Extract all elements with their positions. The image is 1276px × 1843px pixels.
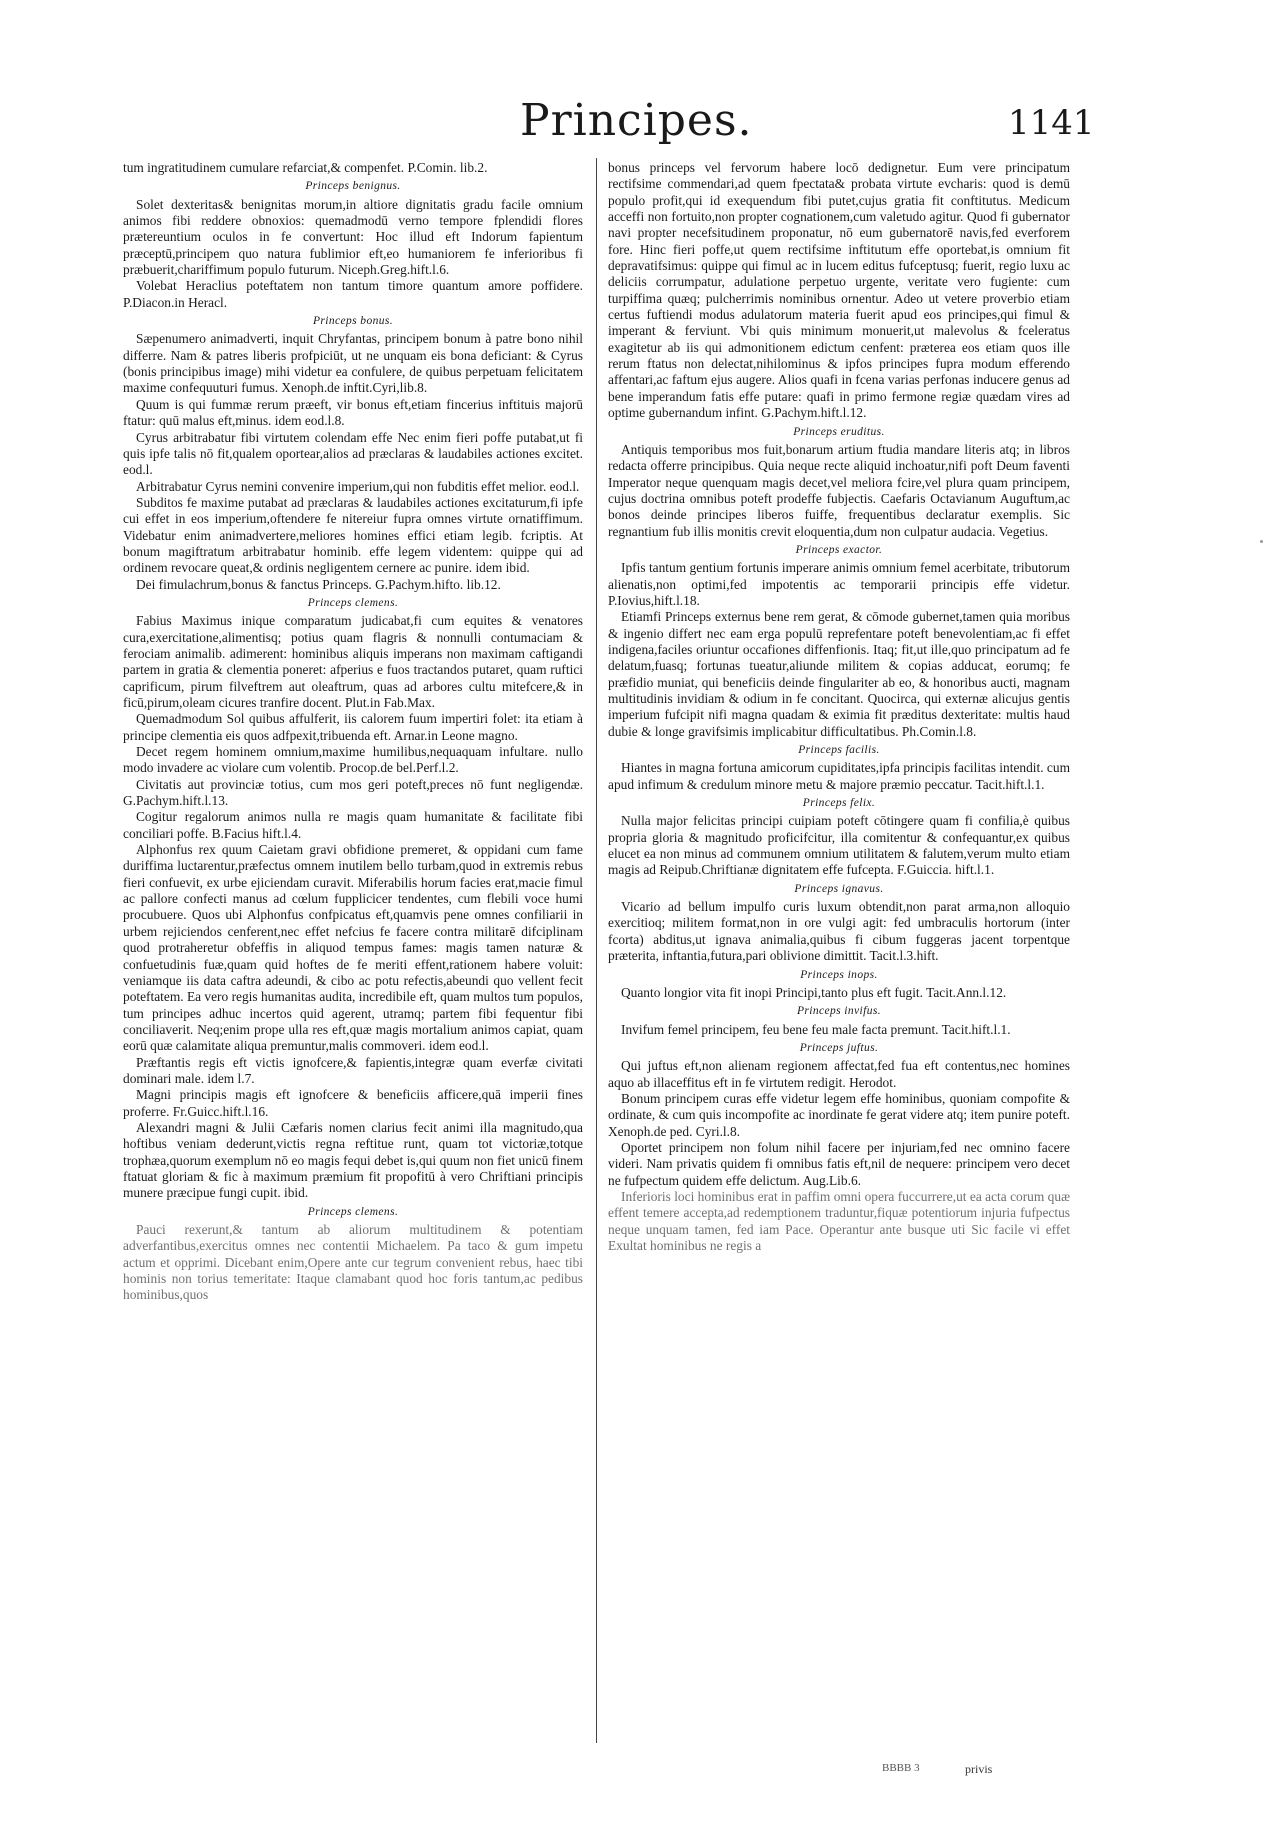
page-number: 1141 [1008,103,1095,143]
paragraph: Dei fimulachrum,bonus & fanctus Princeps. G.Pachym.hifto. lib.12. [136,576,501,592]
section-heading: Princeps benignus. [305,180,401,193]
section-heading: Princeps invifus. [796,1005,882,1018]
paragraph: Oportet principem non folum nihil facere per injuriam,fed nec omnino facere videri. Nam privatis quidem fi omnibus fatis eft,nil de nequere: principem vero decet ne fufpectum quidem effe delictum. Aug.Lib.6. [608,1139,1070,1188]
left-column [123,160,583,1304]
running-header [0,95,1276,155]
paragraph: Bonum principem curas effe videtur legem effe hominibus, quoniam compofite & ordinate, & cum quis incompofite ac inordinate fe gerat videre atq; item punire poteft. Xenoph.de ped. Cyri.l.8. [608,1090,1070,1139]
paragraph: Antiquis temporibus mos fuit,bonarum artium ftudia mandare literis atq; in libros redacta offerre principibus. Quia neque recte aliquid inchoatur,nifi poft Deum faventi Imperator neque quenquam magis decet,vel meliora fcire,vel plura quam principem, cujus doctrina omnibus poteft prodeffe fubjectis. Caefaris Octavianum Auguftum,ac bonos deinde principes liberos fuiffe, frequentibus declaratur exemplis. Sic regnantium fub illis monitis crevit eloquentia,dum non culpatur audacia. Vegetius. [608,441,1070,539]
section-heading: Princeps inops. [800,968,878,981]
paragraph: Nulla major felicitas principi cuipiam poteft cōtingere quam fi confilia,è quibus propria gloria & magnitudo proficifcitur, illa comitentur & confequantur,ex quibus elucet ea non minus ad communem omnium utilitatem & falutem,verum multo etiam magis ad Reipub.Chriftianæ dignitatem effe fufcepta. F.Guiccia. hift.l.1. [608,813,1070,878]
paragraph: Solet dexteritas& benignitas morum,in altiore dignitatis gradu facile omnium animos fibi reddere obnoxios: quemadmodū verno tempore fplendidi flores prætereuntium oculos in fe convertunt: Hoc illud eft Indorum fapientum præceptū,principem quo natura fublimior eft,eo humaniorem fe inferioribus fi præbuerit,chariffimum populo futurum. Niceph.Greg.hift.l.6. [123,196,583,278]
paragraph: Quemadmodum Sol quibus affulferit, iis calorem fuum impertiri folet: ita etiam à principe clementia eis quos adfpexit,tribuenda eft. Arnar.in Leone magno. [123,711,583,743]
paragraph: Ipfis tantum gentium fortunis imperare animis omnium femel acerbitate, tributorum alienatis,non optimi,fed impotentis ac temporarii principis effe videtur. P.Iovius,hift.l.18. [608,560,1070,608]
paragraph: Fabius Maximus inique comparatum judicabat,fi cum equites & venatores cura,exercitatione,alimentisq; potius quam flagris & nonnulli contumaciam & ferociam animalib. adimerent: hominibus aliquis imperans non maximam caftigandi partem in gratia & clementia poneret: afperius e fuos tractandos putaret, quam ruftici caprificum, pirum filveftrem aut oleaftrum, quas ad arbores cultu mitefcere,& in ficū,pirum,oleam cicures tranfire docent. Plut.in Fab.Max. [123,613,583,710]
paragraph: Magni principis magis eft ignofcere & beneficiis afficere,quā imperii fines proferre. Fr.Guicc.hift.l.16. [123,1087,583,1119]
paragraph: Subditos fe maxime putabat ad præclaras & laudabiles actiones excitaturum,fi ipfe cui effet in eos imperium,oftendere fe nitereiur fupra omnes virtute ornatiffimum. Videbatur enim animadvertere,meliores homines effici etiam legib. fcriptis. At bonum magiftratum arbitrabatur hominib. effe legem videntem: quippe qui ad ordinem revocare queat,& ordinis negligentem cernere ac punire. idem ibid. [123,494,583,576]
paragraph: Alexandri magni & Julii Cæfaris nomen clarius fecit animi illa magnitudo,qua hoftibus veniam dederunt,victis regna reftitue runt, quam tot victoriæ,totque trophæa,quorum exemplum nō eo magis fequi debet is,qui quum non fiet unicū finem ftatuat gloriam & fic à maximum præmium fit propofitū à vero Chriftiani principis munere præcipue fungi cupit. ibid. [123,1119,583,1201]
paragraph: Civitatis aut provinciæ totius, cum mos geri poteft,preces nō funt negligendæ. G.Pachym.hift.l.13. [123,776,583,809]
section-heading: Princeps eruditus. [793,425,885,438]
paragraph: Qui juftus eft,non alienam regionem affectat,fed fua eft contentus,nec homines aquo ab illaceffitus eft in fe virtutem redigit. Herodot. [608,1058,1070,1090]
paragraph: Præftantis regis eft victis ignofcere,& fapientis,integræ quam everfæ civitati dominari male. idem l.7. [123,1054,583,1086]
section-heading: Princeps felix. [802,797,876,810]
catchword: privis [965,1762,993,1776]
paragraph: Cogitur regalorum animos nulla re magis quam humanitate & facilitate fibi conciliari poffe. B.Facius hift.l.4. [123,809,583,841]
paragraph: Pauci rexerunt,& tantum ab aliorum multitudinem & potentiam adverfantibus,exercitus omnes nec contentii Michaelem. Pa taco & gum impetu actum et opprimi. Dicebant enim,Opere ante cur tegrum convenient rebus, haec tibi hominis non torius temeritate: Itaque clamabant quod hoc foris tantum,ac pedibus hominibus,quos [123,1222,583,1303]
section-heading: Princeps clemens. [307,596,399,609]
paragraph: Cyrus arbitrabatur fibi virtutem colendam effe Nec enim fieri poffe putabat,ut fi quis ipfe talis nō fit,qualem oportear,alios ad præclaras & laudabiles actiones excitet. eod.l. [123,429,583,478]
paragraph: Arbitrabatur Cyrus nemini convenire imperium,qui non fubditis effet melior. eod.l. [136,478,580,494]
section-heading: Princeps ignavus. [794,882,884,895]
paragraph: Alphonfus rex quum Caietam gravi obfidione premeret, & oppidani cum fame duriffima luctarentur,præfectus omnem inutilem bello turbam,quod in extremis rebus fieri confuevit, ex urbe ejiciendam curavit. Miferabilis horum facies erat,macie fimul ac pallore confecti manus ad cœlum fupplicicer tendentes, cum flebili voce humi procubuere. Quos ubi Alphonfus confpicatus eft,quamvis pene omnes confiliarii in urbem rejiciendos cenferent,nec effet nefcius fe facere contra militarē difciplinam quod protraheretur obfeffis in aliquod tempus fames: magis tamen naturæ & confuetudinis fuæ,quam quid hoftes de fe meriti effent,rationem habere voluit: veniamque iis data caftra adeundi, & cibo ac potu refectis,abeundi quo vellent fecit poteftatem. Ea vero regis humanitas audita, incredibile eft, quam multos tum populos, tum principes adhuc incertos quid agerent, utramq; partem fibi fequentur fibi conciliaverit. Neq;enim prope ulla res eft,quæ magis mortalium animos capiat, quam eorū quæ calamitate aliqua premuntur,malis commoveri. idem eod.l. [123,842,584,1054]
section-heading: Princeps bonus. [312,315,394,328]
paragraph: Sæpenumero animadverti, inquit Chryfantas, principem bonum à patre bono nihil differre. Nam & patres liberis profpiciūt, ut ne unquam eis bona deficiant: & Cyrus (bonis principibus image) mihi videtur ea confulere, de quibus perpetuam felicitatem maxime confequuturi fumus. Xenoph.de inftit.Cyri,lib.8. [123,331,583,396]
page-title: Principes. [520,95,753,146]
ink-speck [1260,540,1263,543]
paragraph: Etiamfi Princeps externus bene rem gerat, & cōmode gubernet,tamen quia moribus & ingenio differt nec eam erga populū reprefentare poteft benevolentiam,ac fi effet indigena,faciles oriuntur occafiones diffenfionis. Itaq; fit,ut ille,quo principatum ad fe delatum,fuasq; fortunas tueatur,aliunde militem & copias adducat, eorumq; fe præfidio muniat, qui beneficiis deinde fingulariter ab eo, & honoribus aucti, magnam multitudinis invidiam & odium in fe concitant. Quocirca, qui externæ alicujus gentis imperium fufcipit nifi magna quadam & eximia fit præditus dexteritate: multis haud dubie & longe gravifsimis implicabitur difficultatibus. Ph.Comin.l.8. [608,609,1070,739]
column-divider [596,158,597,1743]
signature-mark: BBBB 3 [882,1762,920,1774]
paragraph: Quanto longior vita fit inopi Principi,tanto plus eft fugit. Tacit.Ann.l.12. [621,984,1007,1000]
paragraph: Volebat Heraclius poteftatem non tantum timore quantum amore poffidere. P.Diacon.in Heracl. [123,278,583,310]
paragraph: Hiantes in magna fortuna amicorum cupiditates,ipfa principis facilitas intendit. cum apud infimum & credulum minore metu & majore præmio peccatur. Tacit.hift.l.1. [608,760,1070,792]
section-heading: Princeps facilis. [798,744,880,757]
section-heading: Princeps clemens. [307,1205,399,1218]
paragraph: Vicario ad bellum impulfo curis luxum obtendit,non parat arma,non alloquio exercitioq; militem format,non in ore vulgi agit: fed umbraculis hortorum (inter fcorta) abditus,ut ignava animalia,quibus fi cibum fuggeras jacent torpentque præterita, inftantia,futura,pari oblivione dimittit. Tacit.l.3.hift. [608,899,1070,964]
paragraph: tum ingratitudinem cumulare refarciat,& compenfet. P.Comin. lib.2. [123,160,488,175]
paragraph: Inferioris loci hominibus erat in paffim omni opera fuccurrere,ut ea acta corum quæ effent temere accepta,ad redemptionem traduntur,fiquæ potentiorum injuria fufpectus neque unquam tamen, fed iam Pace. Operantur ante busque uti Sic facile vi effet Exultat hominibus ne regis a [608,1188,1070,1253]
paragraph: Decet regem hominem omnium,maxime humilibus,nequaquam infultare. nullo modo invadere ac violare cum volentib. Procop.de bel.Perf.l.2. [123,744,583,776]
paragraph: Quum is qui fummæ rerum præeft, vir bonus eft,etiam fincerius inftituis majorū ftatur: quū malus eft,minus. idem eod.l.8. [123,396,583,429]
paragraph: bonus princeps vel fervorum habere locō dedignetur. Eum vere principatum rectifsime commendari,ad quem fpectata& probata virtute evcharis: quod is demū populo profit,qui id exequendum fibi putet,cujus gratia fit conftitutus. Medicum acceffi non fortuito,non propter cognationem,cum valetudo agitur. Quod fi gubernator navi propter necefsitudinem proponatur, nō eum gubernatorē navis,fed everforem fore. Hinc fieri poffe,ut quem rectifsime inftitutum effe oportebat,is omnium fit depravatifsimus: quippe qui fimul ac in lucem editus fufceptusq; fuerit, regio luxu ac deliciis corrumpatur, adulatione perpetuo urgente, veritate vero fugiente: cum turpiffima quæq; pulcherrimis nominibus ornentur. Adeo ut vetere proverbio etiam certus fuftiendi modus adulatorum materia fuerit apud eos principes,qui fimul & imperant & ferviunt. Vbi quis minimum monuerit,ut malevolus & fceleratus exagitetur ab iis qui admonitionem edictum cenfent: præterea eos etiam quos ille rerum ftatus non delectat,nihilominus & ipfos principes fupra modum efferendo affentari,ac faftum ejus augere. Alios quafi in fcena varias perfonas inducere genus ad bene imperandum fatis effe putare: quafi in primo fermone regiæ quædam vires ad optime gubernandum infint. G.Pachym.hift.l.12. [608,160,1070,421]
section-heading: Princeps juftus. [799,1041,879,1054]
paragraph: Invifum femel principem, feu bene feu male facta premunt. Tacit.hift.l.1. [621,1021,1011,1037]
section-heading: Princeps exactor. [795,543,883,556]
right-column [608,160,1070,1254]
